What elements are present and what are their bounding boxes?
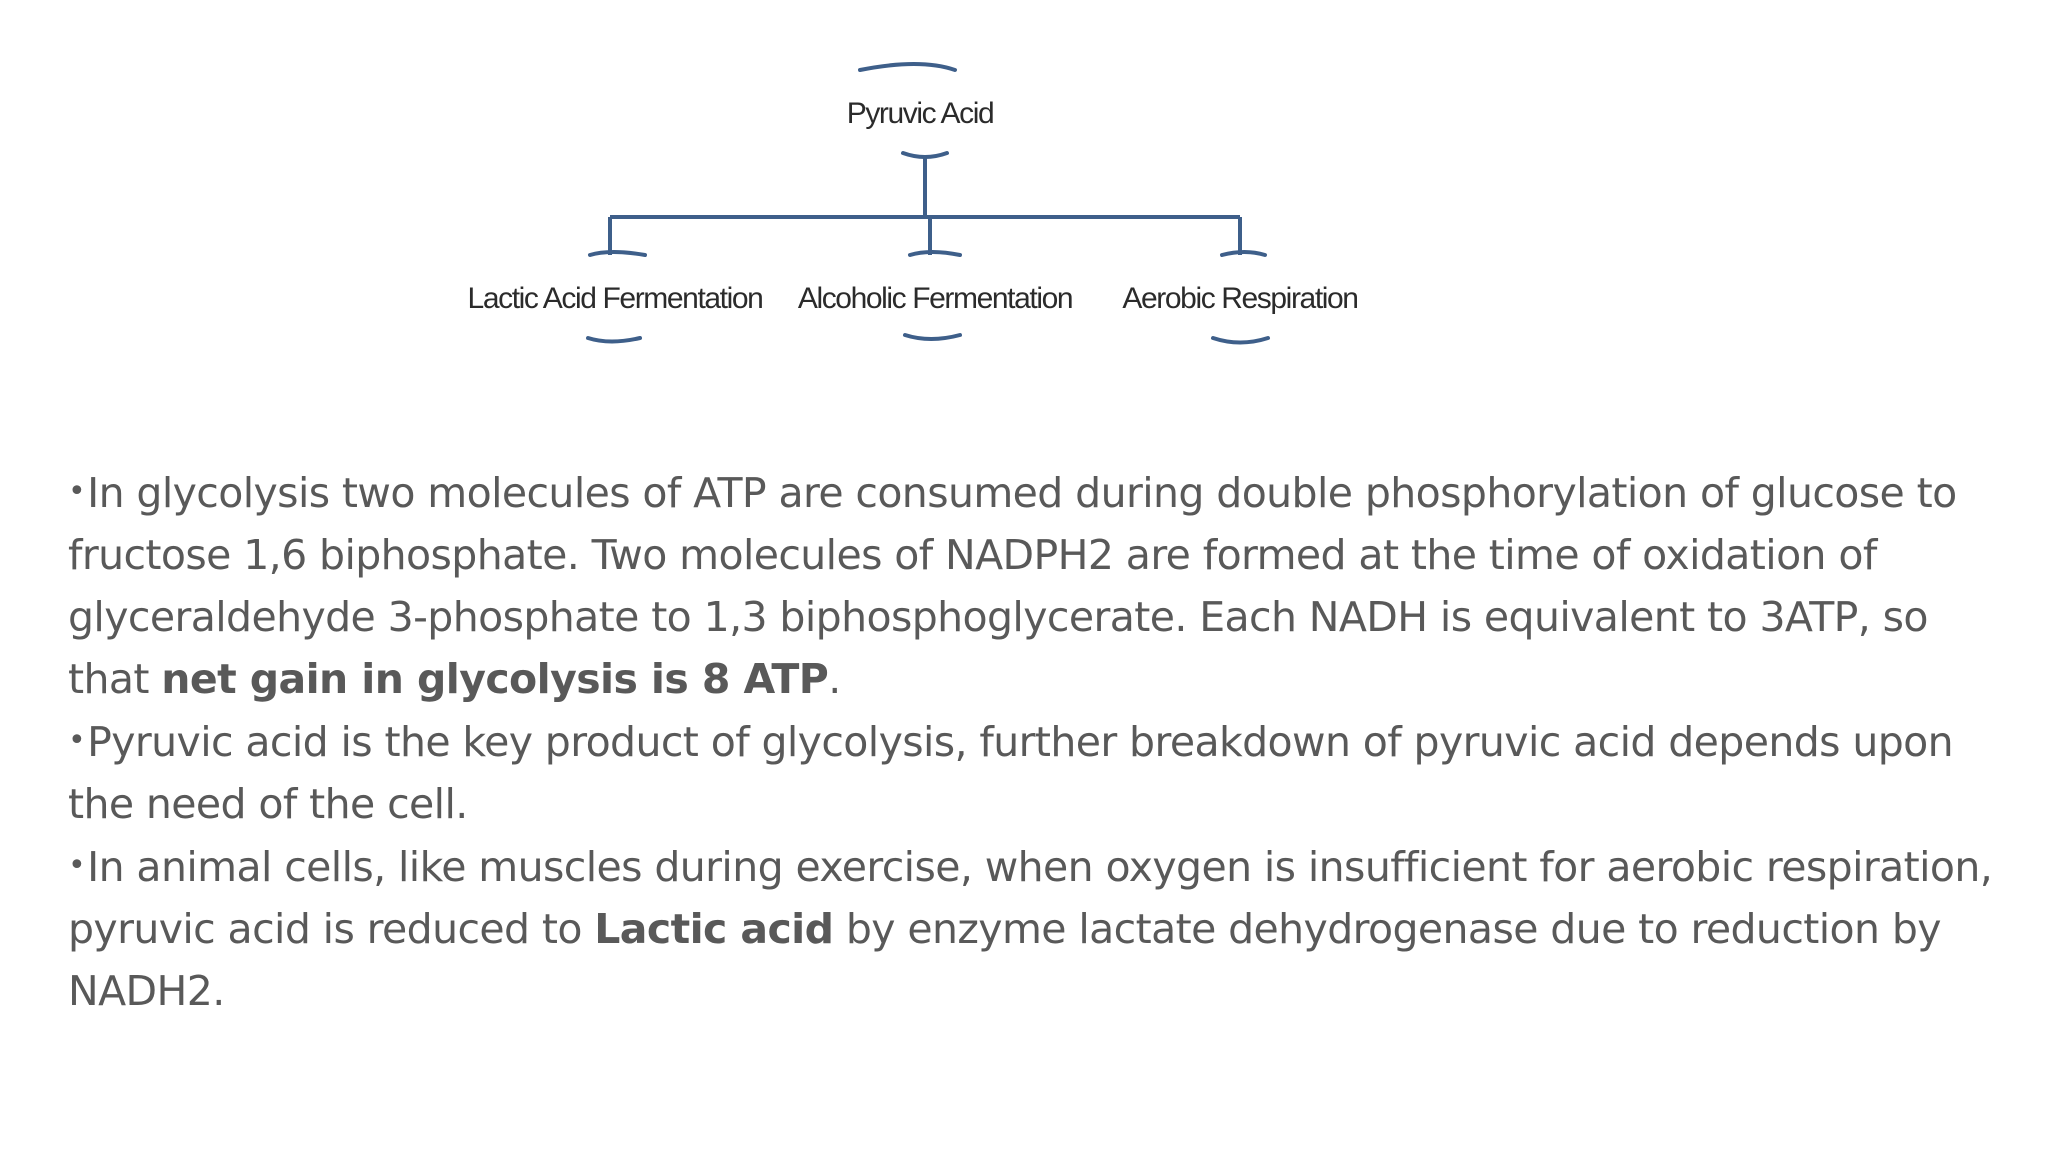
child-bottom-bracket — [588, 338, 640, 342]
connectors — [610, 158, 1240, 255]
child-node-label: Aerobic Respiration — [1122, 282, 1358, 315]
bullet: • — [68, 723, 86, 758]
child-node-label: Lactic Acid Fermentation — [467, 282, 763, 315]
bullet: • — [68, 474, 86, 509]
paragraph-pyruvic-acid — [68, 710, 2018, 835]
child-top-bracket — [910, 252, 960, 255]
root-node — [847, 64, 994, 157]
bold-phrase: Lactic acid — [594, 905, 834, 953]
paragraph-text-end: . — [828, 655, 841, 703]
diagram-svg — [460, 55, 1360, 365]
child-node-lactic — [468, 252, 763, 342]
child-node-aerobic — [1122, 252, 1357, 343]
child-top-bracket — [1222, 252, 1265, 255]
child-bottom-bracket — [1213, 338, 1268, 343]
paragraph-text: In animal cells, like muscles during exercise, when oxygen is insufficient for aerobic respiration, pyruvic acid is reduced to — [68, 843, 1993, 953]
bullet: • — [68, 848, 86, 883]
pyruvic-acid-pathway-diagram — [460, 55, 1360, 365]
paragraph-text: Pyruvic acid is the key product of glycolysis, further breakdown of pyruvic acid depends upon the need of the cell. — [68, 718, 1954, 828]
paragraph-text-end: by enzyme lactate dehydrogenase due to reduction by NADH2. — [68, 905, 1941, 1015]
paragraph-glycolysis — [68, 461, 2018, 710]
root-top-bracket — [860, 64, 955, 70]
child-node-alcoholic — [798, 252, 1072, 339]
paragraph-animal-cells — [68, 835, 2018, 1022]
bold-phrase: net gain in glycolysis is 8 ATP — [161, 655, 829, 703]
paragraph-text: In glycolysis two molecules of ATP are consumed during double phosphorylation of glucose to fructose 1,6 biphosphate. Two molecules of NADPH2 are formed at the time of oxidation of glyceraldehyde 3-phosphate to 1,3 biphosphoglycerate. Each NADH is equivalent to 3ATP, so that — [68, 469, 1957, 703]
child-top-bracket — [590, 252, 645, 255]
root-bottom-bracket — [903, 153, 947, 157]
body-text — [68, 461, 2018, 1022]
child-bottom-bracket — [905, 335, 960, 339]
child-node-label: Alcoholic Fermentation — [797, 282, 1073, 315]
root-node-label: Pyruvic Acid — [846, 97, 994, 130]
